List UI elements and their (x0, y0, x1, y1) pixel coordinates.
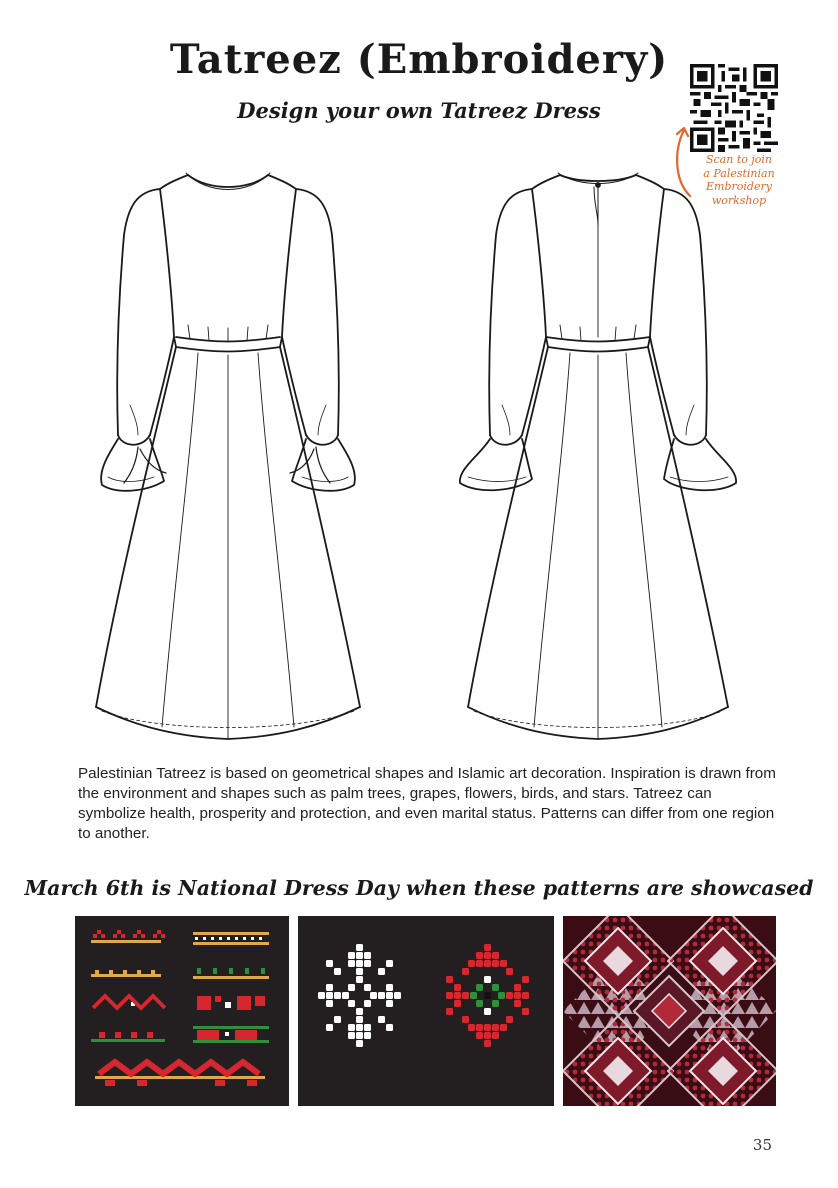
qr-caption-line: Embroidery (706, 180, 772, 193)
qr-caption-line: workshop (711, 193, 767, 207)
dress-back-outline[interactable] (448, 165, 748, 755)
embroidery-borders-image (75, 916, 289, 1106)
dress-day-heading: March 6th is National Dress Day when these patterns are showcased (24, 876, 814, 900)
qr-caption-line: Scan to join (705, 153, 772, 166)
page-number: 35 (752, 1136, 772, 1154)
embroidery-stars-image (298, 916, 554, 1106)
page-subtitle: Design your own Tatreez Dress (237, 98, 601, 123)
embroidery-diamonds-image (563, 916, 776, 1106)
page-title: Tatreez (Embroidery) (169, 36, 669, 83)
embroidery-borders-pattern (75, 916, 289, 1106)
qr-code-icon[interactable] (690, 64, 778, 152)
embroidery-diamonds-pattern (563, 916, 776, 1106)
embroidery-stars-pattern (298, 916, 554, 1106)
qr-caption-line: a Palestinian (703, 166, 775, 180)
dress-front-outline[interactable] (78, 165, 378, 755)
tatreez-description: Palestinian Tatreez is based on geometrical shapes and Islamic art decoration. Inspiration is drawn from the environment and shapes such as palm trees, grapes, flowers, birds, and stars. Tatreez can symbolize health, prosperity and protection, and even marital status. Patterns can differ from one region to another. (78, 765, 776, 842)
